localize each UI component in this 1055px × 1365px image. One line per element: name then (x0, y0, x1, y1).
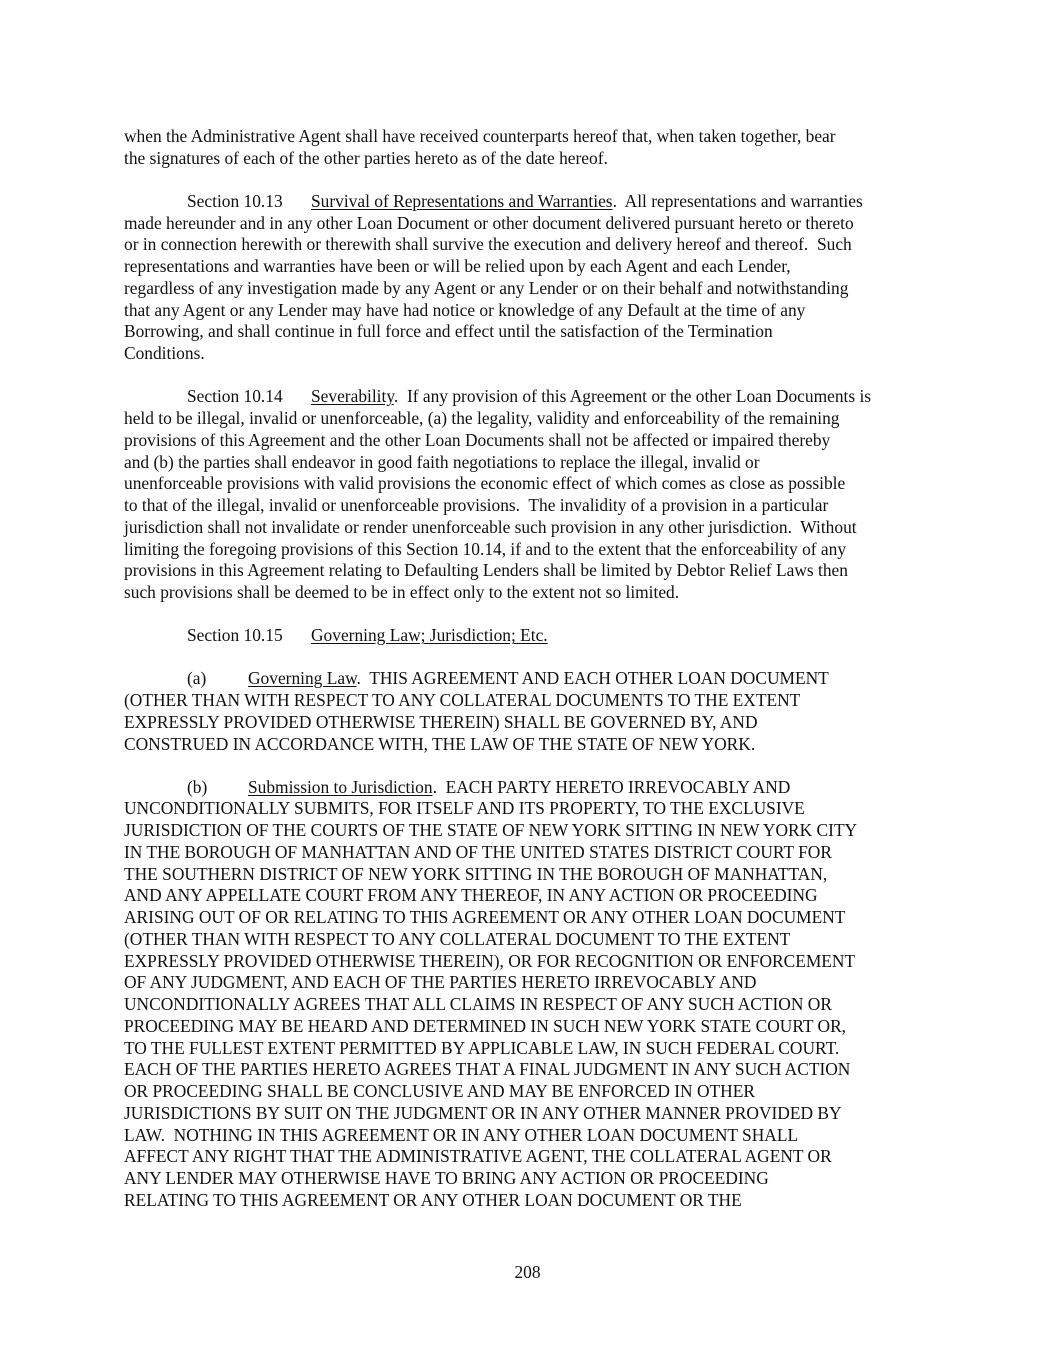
text-line: JURISDICTIONS BY SUIT ON THE JUDGMENT OR IN ANY OTHER MANNER PROVIDED BY (124, 1102, 842, 1123)
section-heading: Governing Law; Jurisdiction; Etc. (311, 625, 548, 646)
text-line: when the Administrative Agent shall have received counterparts hereof that, when taken together, bear (124, 126, 836, 146)
text-line: AFFECT ANY RIGHT THAT THE ADMINISTRATIVE AGENT, THE COLLATERAL AGENT OR (124, 1146, 832, 1167)
text-line: provisions of this Agreement and the other Loan Documents shall not be affected or impaired thereby (124, 429, 831, 450)
text-line: ANY LENDER MAY OTHERWISE HAVE TO BRING ANY ACTION OR PROCEEDING (124, 1168, 769, 1189)
text-line: (OTHER THAN WITH RESPECT TO ANY COLLATERAL DOCUMENTS TO THE EXTENT (124, 690, 801, 711)
text-run: . All representations and warranties (612, 190, 863, 211)
text-line: such provisions shall be deemed to be in effect only to the extent not so limited. (124, 582, 680, 603)
subsection-heading: Submission to Jurisdiction (248, 776, 433, 797)
text-line: Conditions. (124, 343, 205, 364)
subsection-number: (a) (187, 668, 207, 689)
section-number: Section 10.13 (187, 190, 283, 211)
text-run: . EACH PARTY HERETO IRREVOCABLY AND (432, 776, 791, 797)
text-line: the signatures of each of the other parties hereto as of the date hereof. (124, 147, 608, 168)
text-line: RELATING TO THIS AGREEMENT OR ANY OTHER LOAN DOCUMENT OR THE (124, 1189, 742, 1210)
text-line: AND ANY APPELLATE COURT FROM ANY THEREOF, IN ANY ACTION OR PROCEEDING (124, 885, 818, 906)
text-line: EXPRESSLY PROVIDED OTHERWISE THEREIN), OR FOR RECOGNITION OR ENFORCEMENT (124, 950, 856, 971)
section-heading: Survival of Representations and Warranties (311, 190, 613, 211)
page-number: 208 (514, 1262, 541, 1282)
section-heading-line (124, 191, 936, 213)
text-line: PROCEEDING MAY BE HEARD AND DETERMINED IN SUCH NEW YORK STATE COURT OR, (124, 1015, 847, 1036)
section-10-15 (124, 625, 936, 647)
text-line: (OTHER THAN WITH RESPECT TO ANY COLLATERAL DOCUMENT TO THE EXTENT (124, 928, 791, 949)
text-line: regardless of any investigation made by any Agent or any Lender or on their behalf and notwithstanding (124, 277, 849, 298)
subsection-number: (b) (187, 776, 208, 797)
section-heading-line (124, 625, 936, 647)
text-run: . If any provision of this Agreement or the other Loan Documents is (393, 386, 872, 407)
text-line: and (b) the parties shall endeavor in good faith negotiations to replace the illegal, invalid or (124, 451, 760, 472)
paragraph-continuation (124, 126, 936, 170)
text-line: made hereunder and in any other Loan Document or other document delivered pursuant hereto or thereto (124, 212, 854, 233)
text-line: UNCONDITIONALLY SUBMITS, FOR ITSELF AND ITS PROPERTY, TO THE EXCLUSIVE (124, 798, 805, 819)
text-line: representations and warranties have been or will be relied upon by each Agent and each Lender, (124, 256, 791, 277)
text-line: IN THE BOROUGH OF MANHATTAN AND OF THE UNITED STATES DISTRICT COURT FOR (124, 841, 832, 862)
subsection-heading: Governing Law (248, 668, 357, 689)
text-line: JURISDICTION OF THE COURTS OF THE STATE OF NEW YORK SITTING IN NEW YORK CITY (124, 820, 858, 841)
text-line: held to be illegal, invalid or unenforceable, (a) the legality, validity and enforceability of the remaining (124, 408, 840, 429)
text-line: OF ANY JUDGMENT, AND EACH OF THE PARTIES HERETO IRREVOCABLY AND (124, 972, 757, 993)
text-line: Borrowing, and shall continue in full force and effect until the satisfaction of the Termination (124, 321, 773, 342)
text-line: jurisdiction shall not invalidate or render unenforceable such provision in any other jurisdiction. Without (124, 516, 857, 537)
section-heading-line (124, 386, 936, 408)
text-line: TO THE FULLEST EXTENT PERMITTED BY APPLICABLE LAW, IN SUCH FEDERAL COURT. (124, 1037, 840, 1058)
text-line: LAW. NOTHING IN THIS AGREEMENT OR IN ANY OTHER LOAN DOCUMENT SHALL (124, 1124, 799, 1145)
text-line: provisions in this Agreement relating to Defaulting Lenders shall be limited by Debtor Relief Laws then (124, 560, 848, 581)
subsection-heading-line (124, 777, 936, 799)
text-line: CONSTRUED IN ACCORDANCE WITH, THE LAW OF THE STATE OF NEW YORK. (124, 733, 756, 754)
document-page (124, 126, 936, 1212)
text-line: that any Agent or any Lender may have had notice or knowledge of any Default at the time of any (124, 299, 806, 320)
text-line: UNCONDITIONALLY AGREES THAT ALL CLAIMS IN RESPECT OF ANY SUCH ACTION OR (124, 994, 832, 1015)
subsection-heading-line (124, 668, 936, 690)
text-line: unenforceable provisions with valid provisions the economic effect of which comes as close as possible (124, 473, 846, 494)
text-run: . THIS AGREEMENT AND EACH OTHER LOAN DOCUMENT (356, 668, 829, 689)
subsection-a (124, 668, 936, 755)
text-line: THE SOUTHERN DISTRICT OF NEW YORK SITTING IN THE BOROUGH OF MANHATTAN, (124, 863, 828, 884)
text-line: EXPRESSLY PROVIDED OTHERWISE THEREIN) SHALL BE GOVERNED BY, AND (124, 711, 758, 732)
section-10-14 (124, 386, 936, 604)
text-line: ARISING OUT OF OR RELATING TO THIS AGREEMENT OR ANY OTHER LOAN DOCUMENT (124, 907, 846, 928)
text-line: to that of the illegal, invalid or unenforceable provisions. The invalidity of a provision in a particular (124, 495, 829, 516)
section-10-13 (124, 191, 936, 365)
section-number: Section 10.15 (187, 625, 283, 646)
text-line: or in connection herewith or therewith shall survive the execution and delivery hereof and thereof. Such (124, 234, 852, 255)
text-line: EACH OF THE PARTIES HERETO AGREES THAT A FINAL JUDGMENT IN ANY SUCH ACTION (124, 1059, 851, 1080)
section-heading: Severability (311, 386, 394, 407)
text-line: OR PROCEEDING SHALL BE CONCLUSIVE AND MAY BE ENFORCED IN OTHER (124, 1081, 755, 1102)
subsection-b (124, 777, 936, 1212)
section-number: Section 10.14 (187, 386, 283, 407)
page-footer (0, 1262, 1055, 1284)
text-line: limiting the foregoing provisions of this Section 10.14, if and to the extent that the enforceability of any (124, 538, 847, 559)
